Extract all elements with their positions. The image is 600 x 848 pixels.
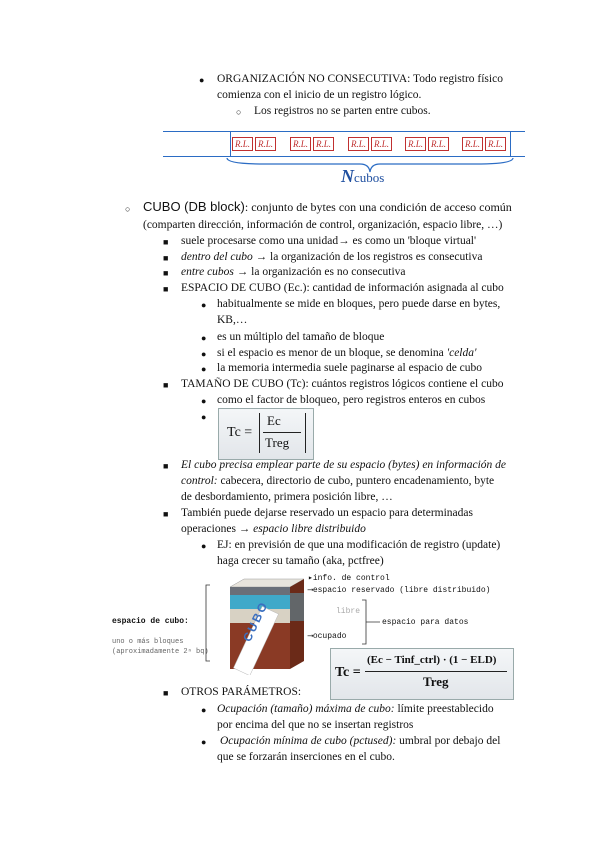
reservado-label: ⟶espacio reservado (libre distribuido) xyxy=(308,586,491,595)
strip-divider xyxy=(510,131,511,157)
formula-numerator: (Ec − Tinf_ctrl) · (1 − ELD) xyxy=(367,654,497,666)
bullet: ● xyxy=(201,396,207,406)
italic-term: entre cubos xyxy=(181,266,234,278)
sub-item: como el factor de bloqueo, pero registros enteros en cubos xyxy=(217,394,486,406)
formula-denominator: Treg xyxy=(265,435,290,450)
cubo-records xyxy=(290,137,336,153)
cubo-desc2: (comparten dirección, información de control, organización, espacio libre, …) xyxy=(143,219,503,231)
sub-item: la memoria intermedia suele paginarse al espacio de cubo xyxy=(217,362,483,374)
org-title: ORGANIZACIÓN NO CONSECUTIVA: xyxy=(217,73,411,85)
bullet: ■ xyxy=(163,237,169,247)
cubo-title: CUBO (DB block) xyxy=(143,199,245,214)
bullet: ○ xyxy=(125,204,131,214)
cubo-item: El cubo precisa emplear parte de su espacio (bytes) en información de xyxy=(181,459,507,471)
cubo-records xyxy=(348,137,394,153)
bullet: ○ xyxy=(236,107,242,117)
sub-item xyxy=(217,346,476,360)
cubo-records xyxy=(232,137,278,153)
bullet: ■ xyxy=(163,509,169,519)
abs-bar xyxy=(259,413,260,453)
libre-label: libre xyxy=(336,607,361,616)
cubo-item: También puede dejarse reservado un espacio para determinadas xyxy=(181,507,473,519)
aprox-note: (aproximadamente 2ⁿ bq) xyxy=(112,648,209,656)
bullet: ● xyxy=(201,412,207,422)
org-desc2: comienza con el inicio de un registro lógico. xyxy=(217,89,422,101)
record: R.L. xyxy=(462,137,483,151)
fraction-line xyxy=(263,432,301,433)
bullet: ● xyxy=(199,75,205,85)
sub-item: EJ: en previsión de que una modificación de registro (update) xyxy=(217,539,501,551)
italic-term: Ocupación mínima de cubo (pctused): xyxy=(220,735,397,747)
datos-label: espacio para datos xyxy=(382,618,469,627)
info-label: ▸info. de control xyxy=(308,574,390,583)
bullet: ● xyxy=(201,737,207,747)
formula-lhs: Tc = xyxy=(335,665,361,680)
formula-denominator: Treg xyxy=(423,674,449,689)
cubo-item-cont xyxy=(181,474,494,488)
bullet: ● xyxy=(201,333,207,343)
cubo-item xyxy=(181,265,406,279)
bullet: ● xyxy=(201,364,207,374)
bullet: ■ xyxy=(163,688,169,698)
info-text: info. de control xyxy=(312,574,390,583)
cubo-item xyxy=(181,250,483,264)
record: R.L. xyxy=(428,137,449,151)
bullet: ● xyxy=(201,349,207,359)
sub-item: haga crecer su tamaño (aka, pctfree) xyxy=(217,555,384,567)
formula-tc-full xyxy=(330,648,514,700)
espacio-cubo-label: espacio de cubo: xyxy=(112,617,189,626)
record: R.L. xyxy=(232,137,253,151)
sub-item: KB,… xyxy=(217,314,248,326)
n-cubos-label xyxy=(341,166,385,186)
org-desc: Todo registro físico xyxy=(410,73,503,85)
record: R.L. xyxy=(255,137,276,151)
org-line1 xyxy=(217,72,503,86)
cube-label: CUBO xyxy=(240,598,272,644)
otros-item xyxy=(220,734,500,748)
italic-term: 'celda' xyxy=(446,347,477,359)
cubo-item: suele procesarse como una unidad→ es como un 'bloque virtual' xyxy=(181,235,477,247)
ocupado-text: ocupado xyxy=(312,632,347,641)
bullet: ● xyxy=(201,300,207,310)
otros-title: OTROS PARÁMETROS: xyxy=(181,686,302,698)
reservado-text: espacio reservado (libre distribuido) xyxy=(312,586,491,595)
cubo-item-cont xyxy=(181,522,366,536)
strip-divider xyxy=(230,131,231,157)
record: R.L. xyxy=(371,137,392,151)
item-text: si el espacio es menor de un bloque, se denomina xyxy=(217,347,447,359)
cubo-line1 xyxy=(143,200,512,214)
record: R.L. xyxy=(348,137,369,151)
italic-term: Ocupación (tamaño) máxima de cubo: xyxy=(217,703,395,715)
item-text: cabecera, directorio de cubo, puntero encadenamiento, byte xyxy=(217,475,495,487)
bloques-note: uno o más bloques xyxy=(112,638,184,646)
otros-item-cont: que se forzarán inserciones en el cubo. xyxy=(217,751,395,763)
record: R.L. xyxy=(290,137,311,151)
bullet: ■ xyxy=(163,253,169,263)
bullet: ● xyxy=(201,705,207,715)
item-text: → la organización es no consecutiva xyxy=(233,266,406,278)
formula-lhs: Tc = xyxy=(227,425,253,440)
sub-item: habitualmente se mide en bloques, pero puede darse en bytes, xyxy=(217,298,501,310)
cubo-item: ESPACIO DE CUBO (Ec.): cantidad de información asignada al cubo xyxy=(181,282,504,294)
otros-item-cont: por encima del que no se insertan registros xyxy=(217,719,414,731)
cubos-word: cubos xyxy=(354,170,385,185)
record: R.L. xyxy=(485,137,506,151)
strip-top-line xyxy=(163,131,525,132)
bullet: ■ xyxy=(163,284,169,294)
n-symbol: N xyxy=(341,166,354,186)
otros-item xyxy=(217,702,494,716)
cubo-records xyxy=(405,137,451,153)
formula-tc xyxy=(218,408,314,460)
bullet: ■ xyxy=(163,461,169,471)
sub-item: es un múltiplo del tamaño de bloque xyxy=(217,331,385,343)
italic-term: control: xyxy=(181,475,218,487)
bullet: ● xyxy=(201,541,207,551)
item-text: → la organización de los registros es consecutiva xyxy=(252,251,483,263)
cubo-item-cont: de desbordamiento, primera posición libre, … xyxy=(181,491,393,503)
cubo-item: TAMAÑO DE CUBO (Tc): cuántos registros lógicos contiene el cubo xyxy=(181,378,504,390)
bullet: ■ xyxy=(163,268,169,278)
org-sub: Los registros no se parten entre cubos. xyxy=(254,105,431,117)
bullet: ■ xyxy=(163,380,169,390)
item-text: umbral por debajo del xyxy=(396,735,501,747)
ocupado-label: ⟶ocupado xyxy=(308,632,347,641)
item-text: límite preestablecido xyxy=(394,703,494,715)
italic-term: dentro del cubo xyxy=(181,251,253,263)
cubo-desc: : conjunto de bytes con una condición de acceso común xyxy=(244,200,512,214)
fraction-line xyxy=(365,671,507,672)
record: R.L. xyxy=(313,137,334,151)
formula-numerator: Ec xyxy=(267,413,281,428)
cubo-records xyxy=(462,137,508,153)
record: R.L. xyxy=(405,137,426,151)
item-text: operaciones → xyxy=(181,523,254,535)
abs-bar xyxy=(305,413,306,453)
italic-term: espacio libre distribuido xyxy=(253,523,366,535)
